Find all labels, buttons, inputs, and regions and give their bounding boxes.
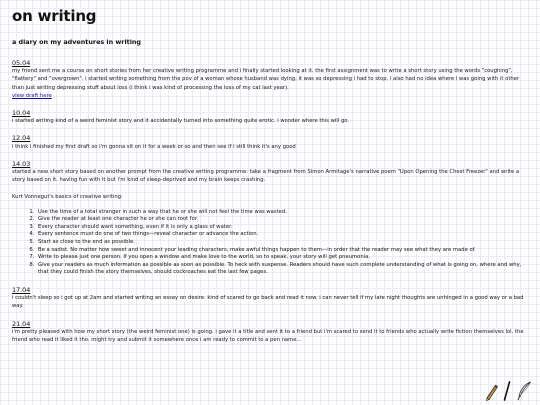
rule-item: 3. Every character should want something, even if it is only a glass of water. bbox=[36, 224, 524, 232]
site-title: on writing bbox=[12, 7, 97, 25]
rule-item: 8. Give your readers as much information as possible as soon as possible. To heck with suspense. Readers should have such complete understanding of what is going on, where and why, that they could finish the story themselves, should cockroaches eat the last few pages. bbox=[36, 262, 524, 277]
entry-text: my friend sent me a course on short stories from her creative writing programme and i finally started looking at it. the first assignment was to write a short story using the words "coughing", "flattery" and "overgrown". i started writing something from the pov of a woman whose husband was dying. it was so depressing i had to stop. i also had no idea where i was going with it other than just writing depressing stuff about loss (i think i was kind of processing the loss of my cat last year). bbox=[12, 68, 520, 91]
entry-text: i think i finished my first draft so i'm gonna sit on it for a week or so and then see if i still think it's any good bbox=[12, 143, 296, 150]
entry-14-03 bbox=[12, 160, 524, 277]
pencil-icon bbox=[484, 383, 498, 401]
entry-date: 14.03 bbox=[12, 159, 31, 168]
entry-17-04 bbox=[12, 286, 524, 311]
quill-icon bbox=[516, 381, 532, 401]
entry-21-04 bbox=[12, 320, 524, 345]
page bbox=[12, 6, 524, 353]
entry-text: i couldn't sleep so i got up at 2am and started writing an essay on desire. kind of scared to go back and read it now. i can never tell if my late night thoughts are unhinged in a good way or a bad way. bbox=[12, 295, 524, 310]
entry-12-04 bbox=[12, 134, 524, 150]
site-subtitle: a diary on my adventures in writing bbox=[12, 38, 142, 46]
vonnegut-title: Kurt Vonnegut's basics of creative writing: bbox=[12, 194, 123, 201]
rule-item: 4. Every sentence must do one of two things—reveal character or advance the action. bbox=[36, 231, 524, 239]
entry-date: 10.04 bbox=[12, 109, 31, 118]
rule-item: 1. Use the time of a total stranger in such a way that he or she will not feel the time was wasted. bbox=[36, 209, 524, 217]
corner-decoration bbox=[484, 379, 532, 401]
rule-item: 6. Be a sadist. No matter how sweet and innocent your leading characters, make awful things happen to them—in order that the reader may see what they are made of. bbox=[36, 247, 524, 255]
rule-item: 7. Write to please just one person. If you open a window and make love to the world, so to speak, your story will get pneumonia. bbox=[36, 254, 524, 262]
entry-10-04 bbox=[12, 109, 524, 125]
entry-date: 12.04 bbox=[12, 134, 31, 143]
entry-05-04 bbox=[12, 59, 524, 100]
entry-text: i'm pretty pleased with how my short story (the weird feminist one) is going. i gave it a title and sent it to a friend but i'm scared to send it to friends who actually write fiction themselves lol. the friend who read it liked it tho. might try and submit it somewhere once i am ready to commit to a pen name... bbox=[12, 328, 524, 343]
slash-icon bbox=[503, 381, 511, 401]
entry-date: 05.04 bbox=[12, 59, 31, 67]
entry-text: started a new short story based on another prompt from the creative writing programme: take a fragment from Simon Armitage's narrative poem "Upon Opening the Chest Freezer" and write a story based on it. having fun with it but i'm kind of sleep-deprived and my brain keeps crashing. bbox=[12, 169, 520, 184]
entry-text: i started writing kind of a weird feminist story and it accidentally turned into something quite erotic. i wonder where this will go. bbox=[12, 118, 350, 125]
vonnegut-rules-list bbox=[12, 209, 524, 277]
entry-date: 21.04 bbox=[12, 319, 31, 328]
rule-item: 5. Start as close to the end as possible. bbox=[36, 239, 524, 247]
rule-item: 2. Give the reader at least one character he or she can root for. bbox=[36, 216, 524, 224]
entry-date: 17.04 bbox=[12, 285, 31, 294]
view-draft-link[interactable]: view draft here bbox=[12, 92, 52, 99]
